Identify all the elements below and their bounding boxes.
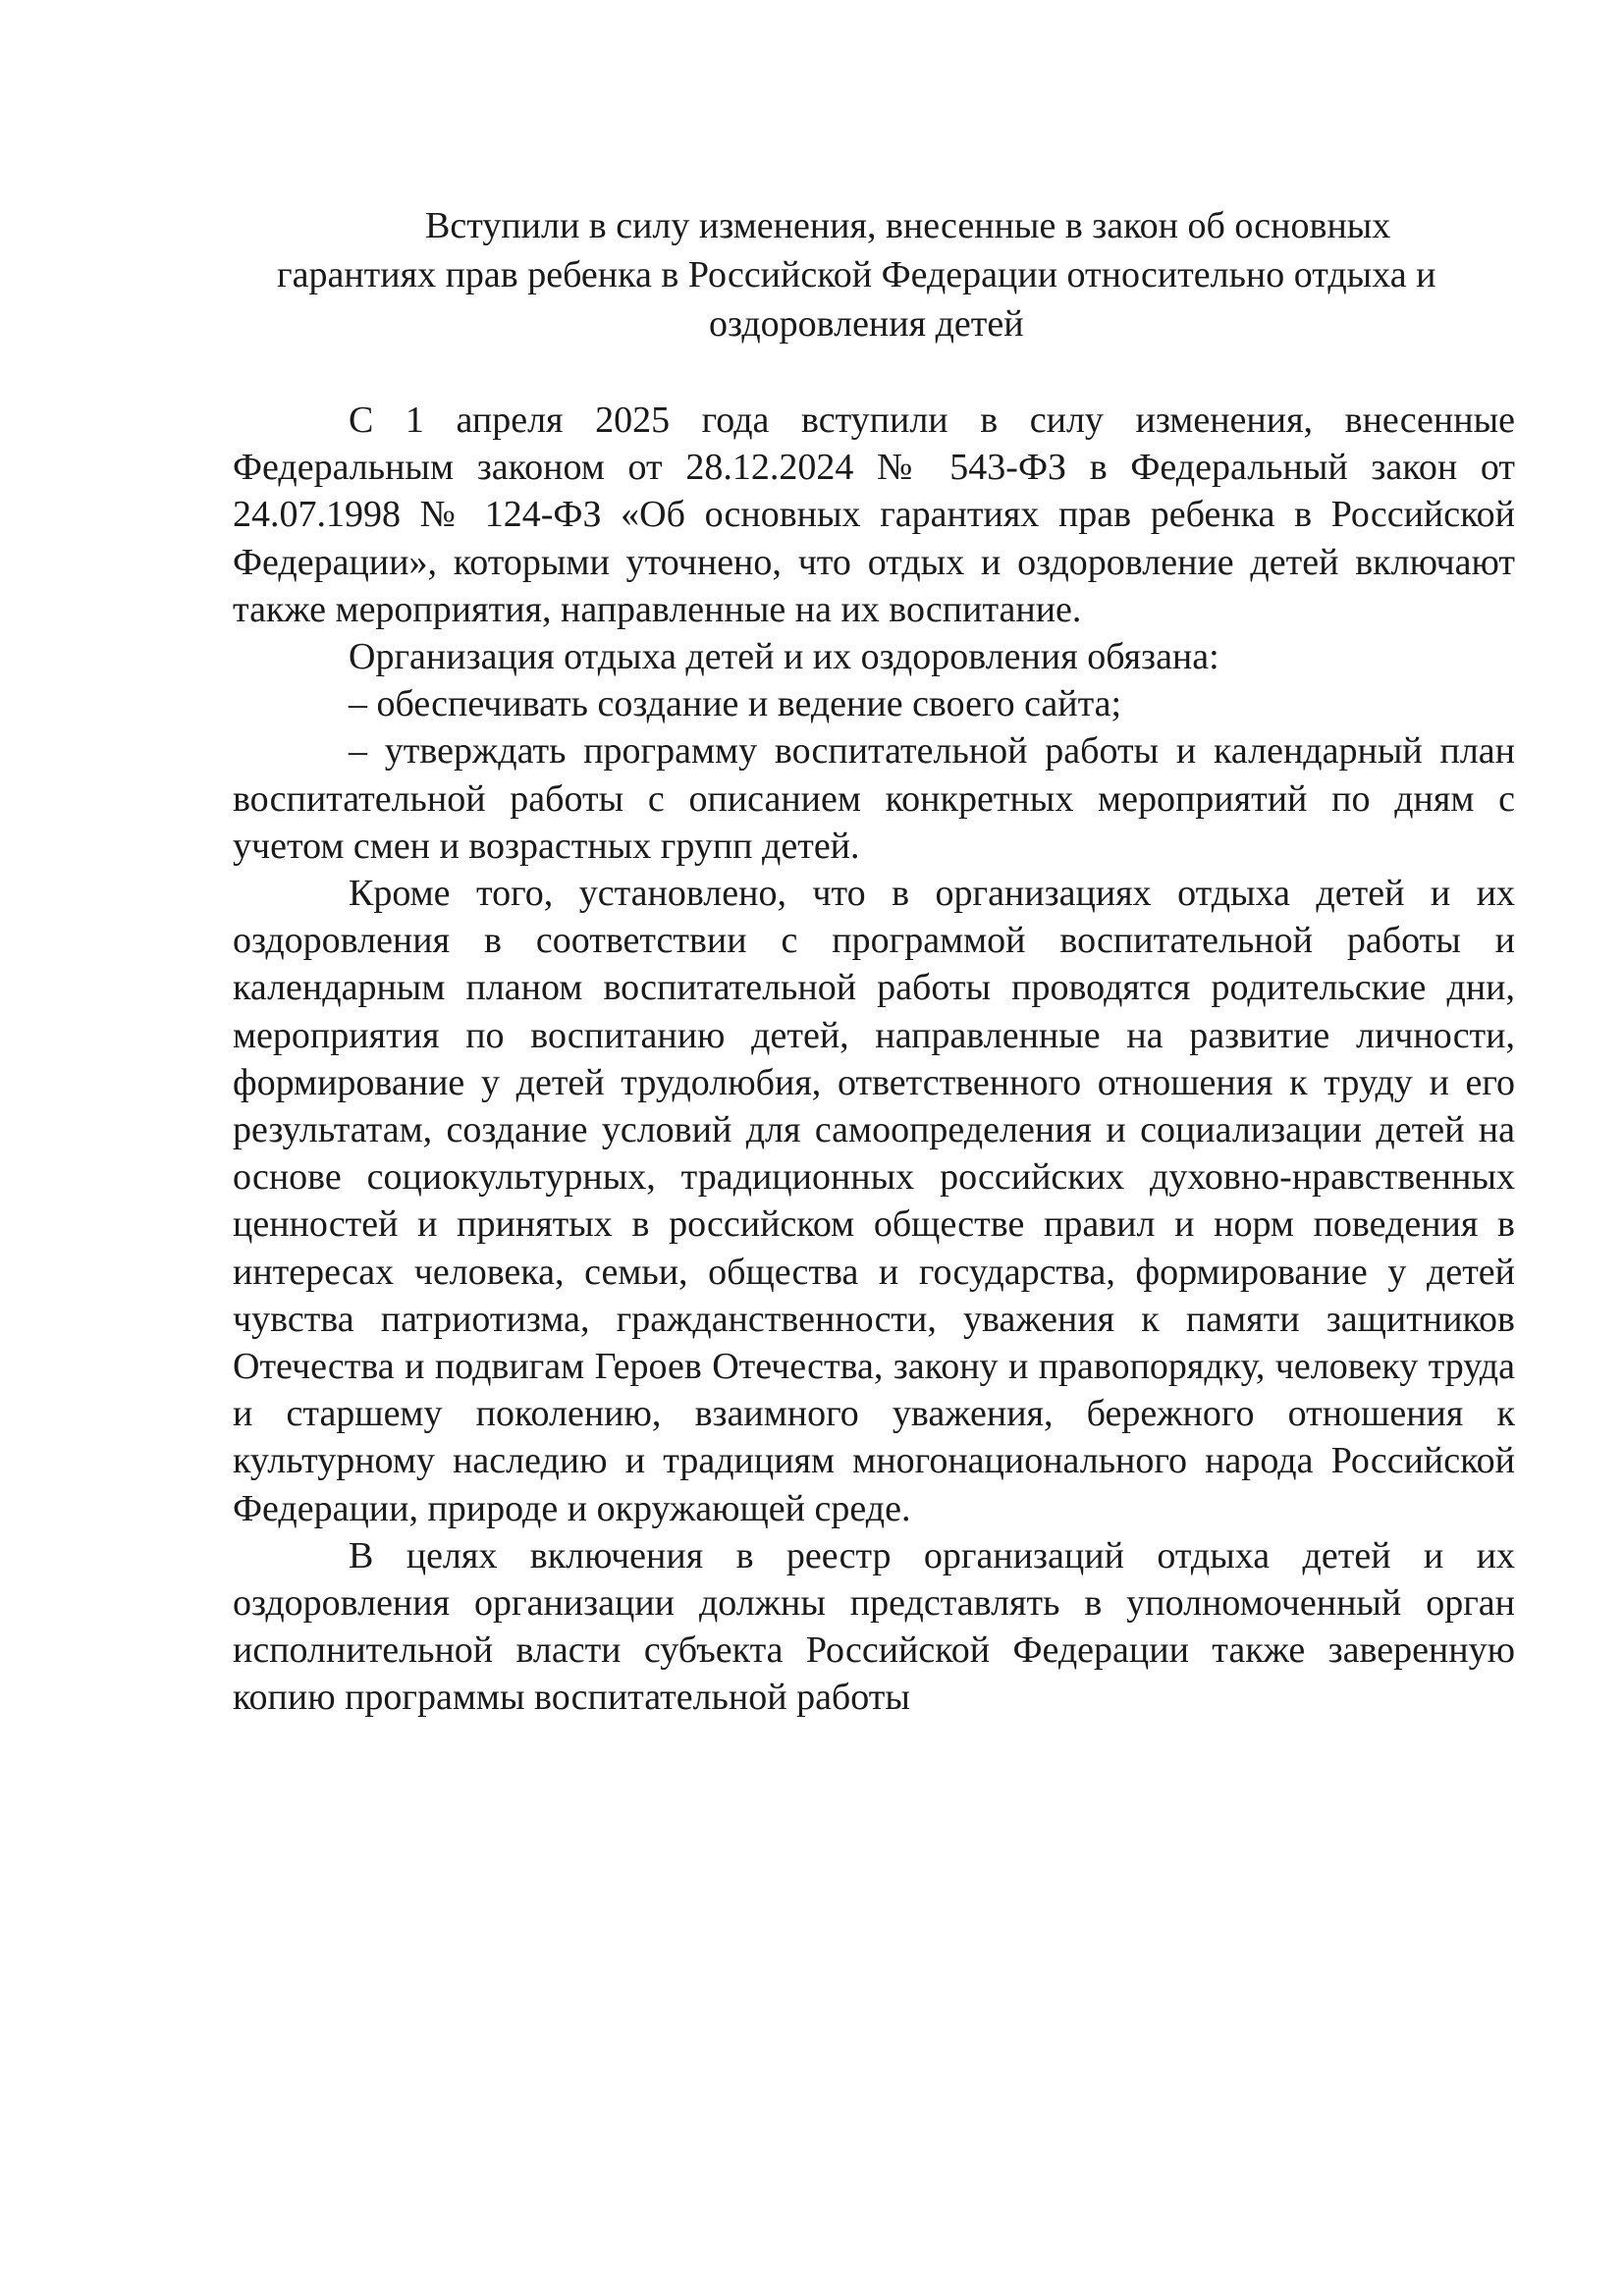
paragraph-obligations-intro: Организация отдыха детей и их оздоровления обязана: [349, 636, 1219, 678]
paragraph-activities: Кроме того, установлено, что в организациях отдыха детей и их оздоровления в соответствии с программой воспитательной работы и календарным планом воспитательной работы проводятся родительские дни, мероприятия по воспитанию детей, направленные на развитие личности, формирование у детей трудолюбия, ответственного отношения к труду и его результатам, создание условий для самоопределения и социализации детей на основе социокультурных, традиционных российских духовно-нравственных ценностей и принятых в российском обществе правил и норм поведения в интересах человека, семьи, общества и государства, формирование у детей чувства патриотизма, гражданственности, уважения к памяти защитников Отечества и подвигам Героев Отечества, закону и правопорядку, человеку труда и старшему поколению, взаимного уважения, бережного отношения к культурному наследию и традициям многонационального народа Российской Федерации, природе и окружающей среде. [233, 873, 1515, 1529]
title-line: Вступили в силу изменения, внесенные в закон об основных [425, 205, 1391, 246]
title-line: оздоровления детей [709, 303, 1024, 345]
paragraph-registry: В целях включения в реестр организаций отдыха детей и их оздоровления организации должны представлять в уполномоченный орган исполнительной власти субъекта Российской Федерации также заверенную копию программы воспитательной работы [233, 1534, 1515, 1719]
list-item-program: – утверждать программу воспитательной работы и календарный план воспитательной работы с описанием конкретных мероприятий по дням с учетом смен и возрастных групп детей. [233, 730, 1515, 867]
title-line: гарантиях прав ребенка в Российской Федерации относительно отдыха и [277, 254, 1436, 295]
list-item-website: – обеспечивать создание и ведение своего сайта; [349, 683, 1122, 725]
document-body [233, 397, 1515, 1722]
document-title [265, 201, 1492, 348]
paragraph-law-changes: С 1 апреля 2025 года вступили в силу изменения, внесенные Федеральным законом от 28.12.2024 № 543-ФЗ в Федеральный закон от 24.07.1998 № 124-ФЗ «Об основных гарантиях прав ребенка в Российской Федерации», которыми уточнено, что отдых и оздоровление детей включают также мероприятия, направленные на их воспитание. [233, 400, 1515, 630]
